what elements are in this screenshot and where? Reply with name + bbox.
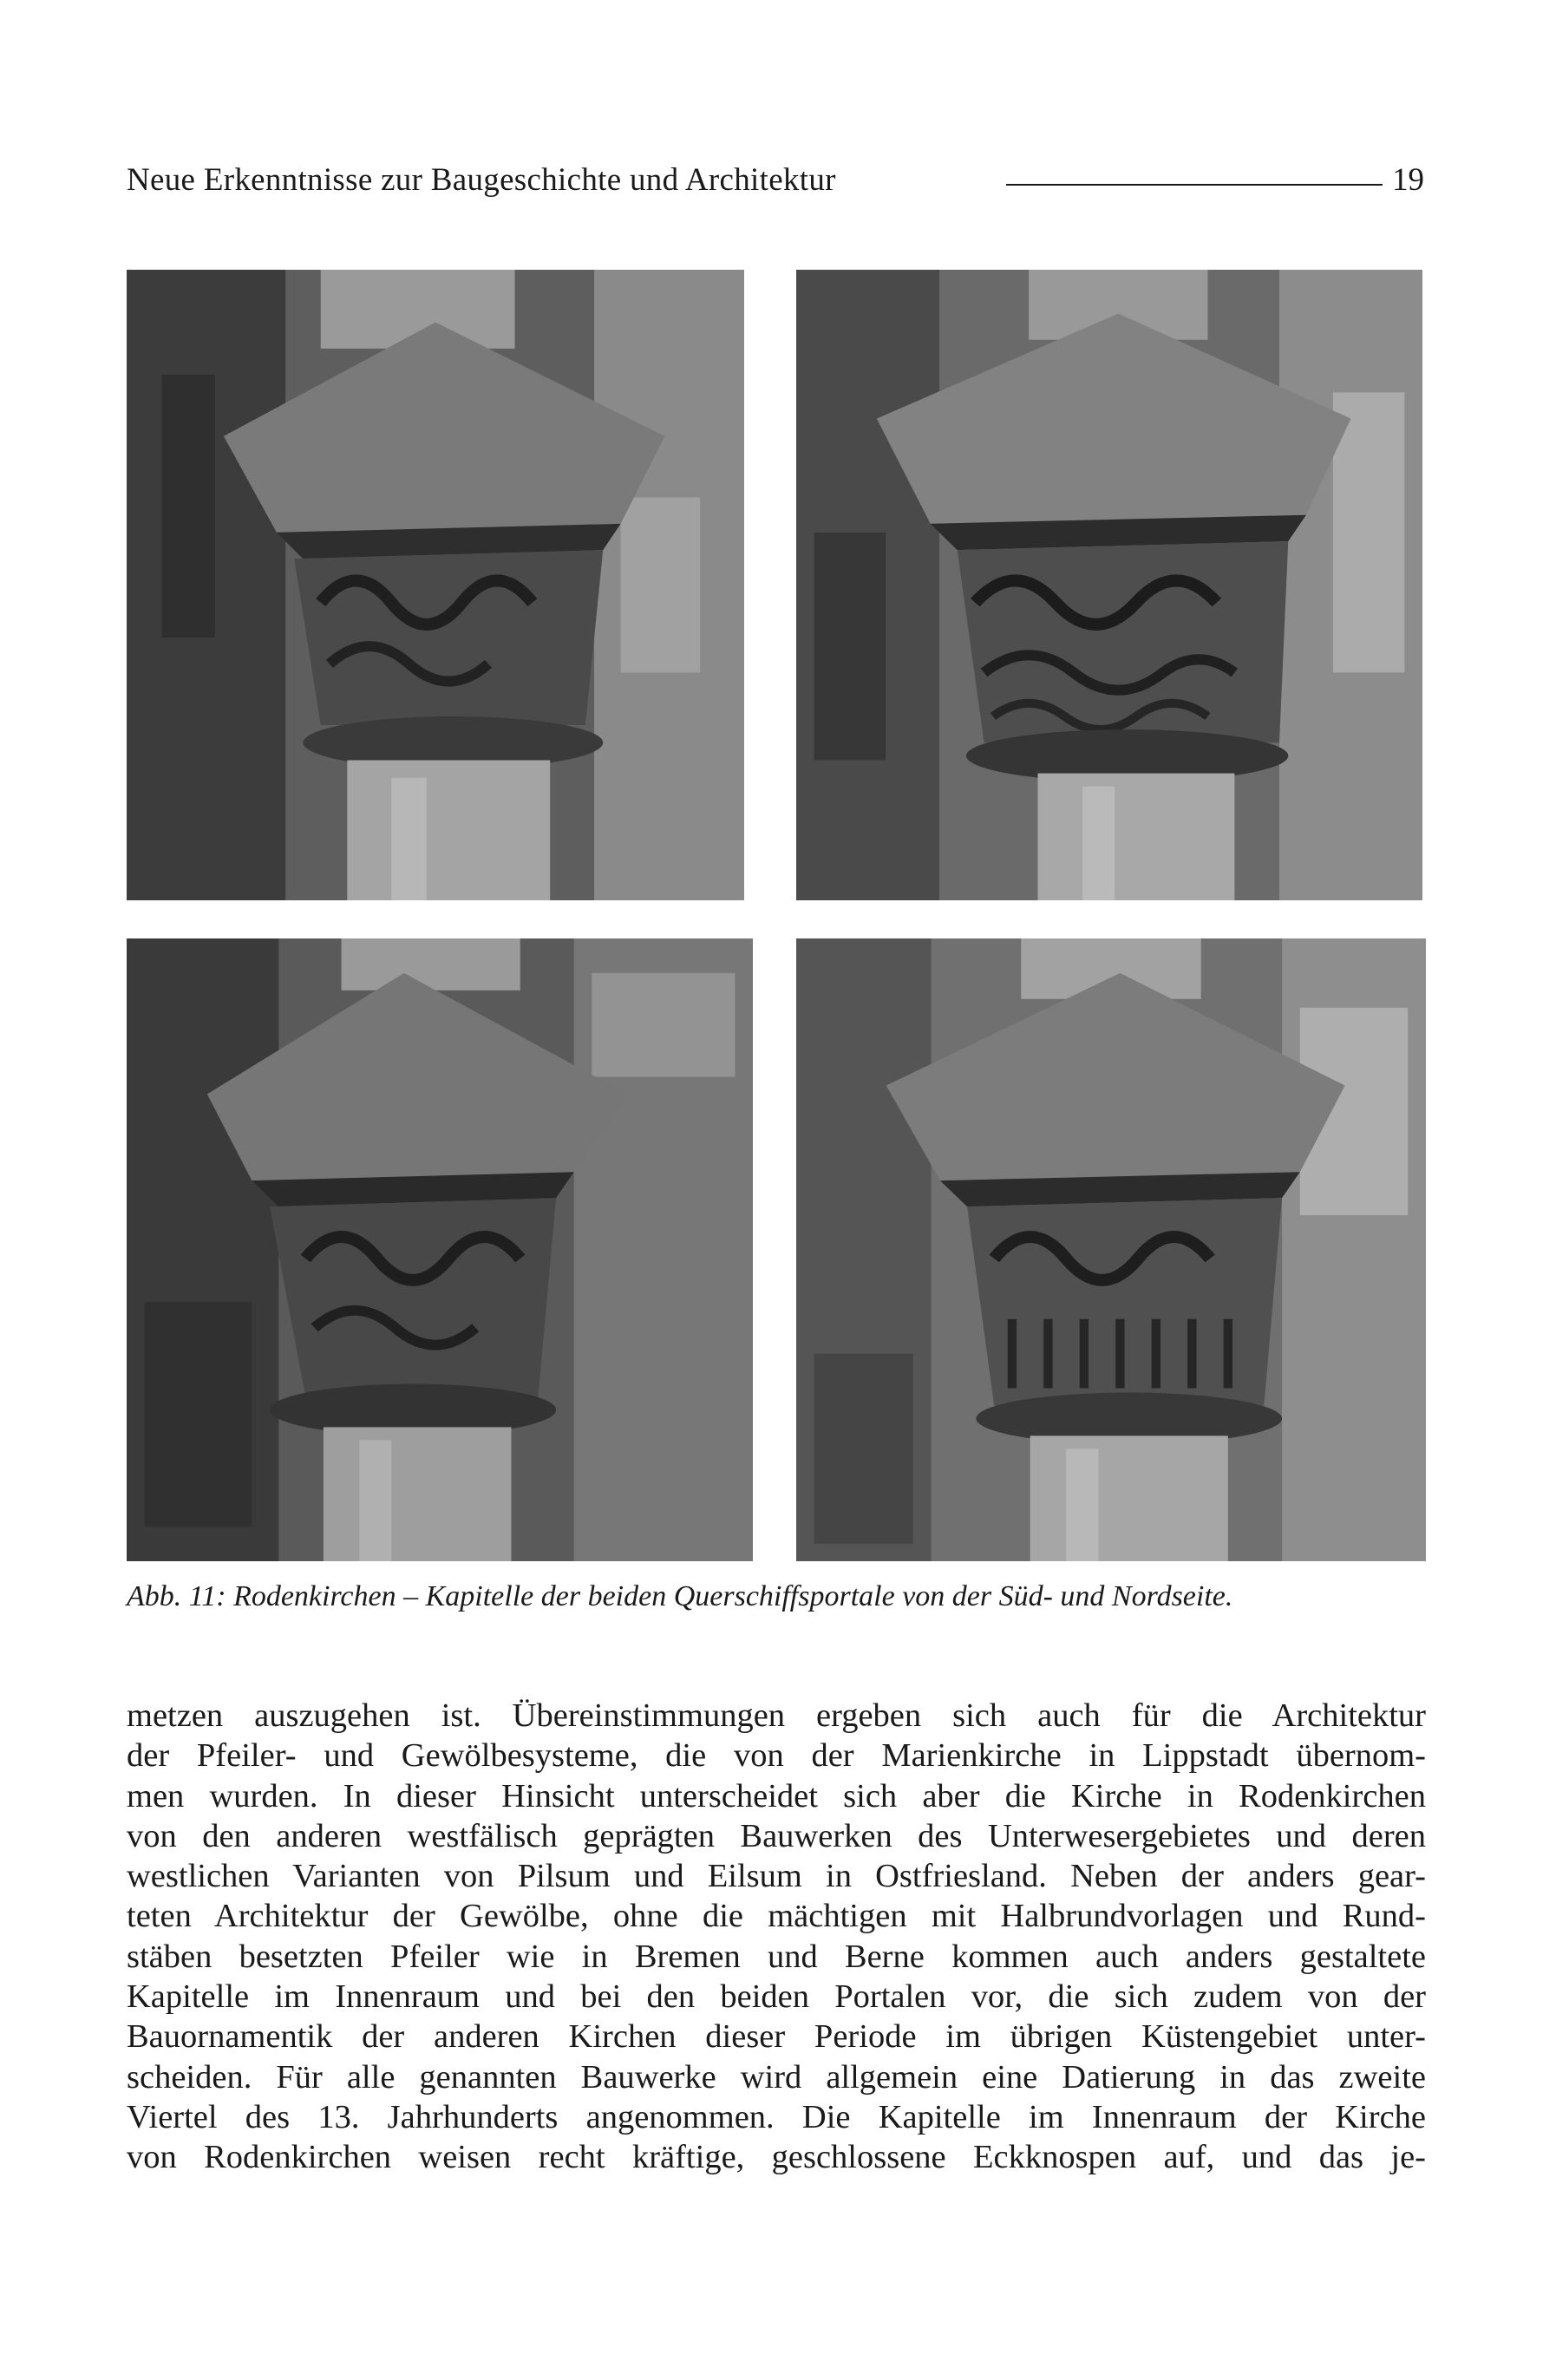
text-line: metzen auszugehen ist. Übereinstimmungen ergeben sich auch für die Architektur: [127, 1697, 1426, 1734]
capital-image: [796, 270, 1422, 900]
capital-photo-bottom-left: [127, 938, 753, 1561]
text-line: Kapitelle im Innenraum und bei den beiden Portalen vor, die sich zudem von der: [127, 1978, 1426, 2016]
capital-image: [127, 938, 753, 1561]
text-line: teten Architektur der Gewölbe, ohne die mächtigen mit Halbrundvorlagen und Rund-: [127, 1898, 1426, 1935]
text-line: der Pfeiler- und Gewölbesysteme, die von der Marienkirche in Lippstadt übernom-: [127, 1737, 1426, 1775]
figure-caption: Abb. 11: Rodenkirchen – Kapitelle der beiden Querschiffsportale von der Süd- und Nordseite.: [127, 1580, 1233, 1612]
running-header: [127, 161, 1424, 205]
text-line: stäben besetzten Pfeiler wie in Bremen und Berne kommen auch anders gestaltete: [127, 1938, 1426, 1975]
capital-image: [127, 270, 744, 900]
text-line: Viertel des 13. Jahrhunderts angenommen. Die Kapitelle im Innenraum der Kirche: [127, 2098, 1426, 2135]
header-rule: [1006, 184, 1383, 186]
page-number: 19: [1392, 162, 1424, 198]
text-line: scheiden. Für alle genannten Bauwerke wird allgemein eine Datierung in das zweite: [127, 2058, 1426, 2096]
running-title: Neue Erkenntnisse zur Baugeschichte und Architektur: [127, 162, 836, 198]
text-line: von den anderen westfälisch geprägten Bauwerken des Unterwesergebietes und deren: [127, 1817, 1426, 1854]
capital-photo-bottom-right: [796, 938, 1426, 1561]
text-line: westlichen Varianten von Pilsum und Eilsum in Ostfriesland. Neben der anders gear-: [127, 1858, 1426, 1895]
body-paragraph: [127, 1696, 1426, 2178]
text-line: Bauornamentik der anderen Kirchen dieser Periode im übrigen Küstengebiet unter-: [127, 2018, 1426, 2056]
capital-photo-top-right: [796, 270, 1422, 900]
capital-photo-top-left: [127, 270, 744, 900]
text-line: men wurden. In dieser Hinsicht unterscheidet sich aber die Kirche in Rodenkirchen: [127, 1777, 1426, 1814]
text-line: von Rodenkirchen weisen recht kräftige, geschlossene Eckknospen auf, und das je-: [127, 2139, 1426, 2176]
capital-image: [796, 938, 1426, 1561]
